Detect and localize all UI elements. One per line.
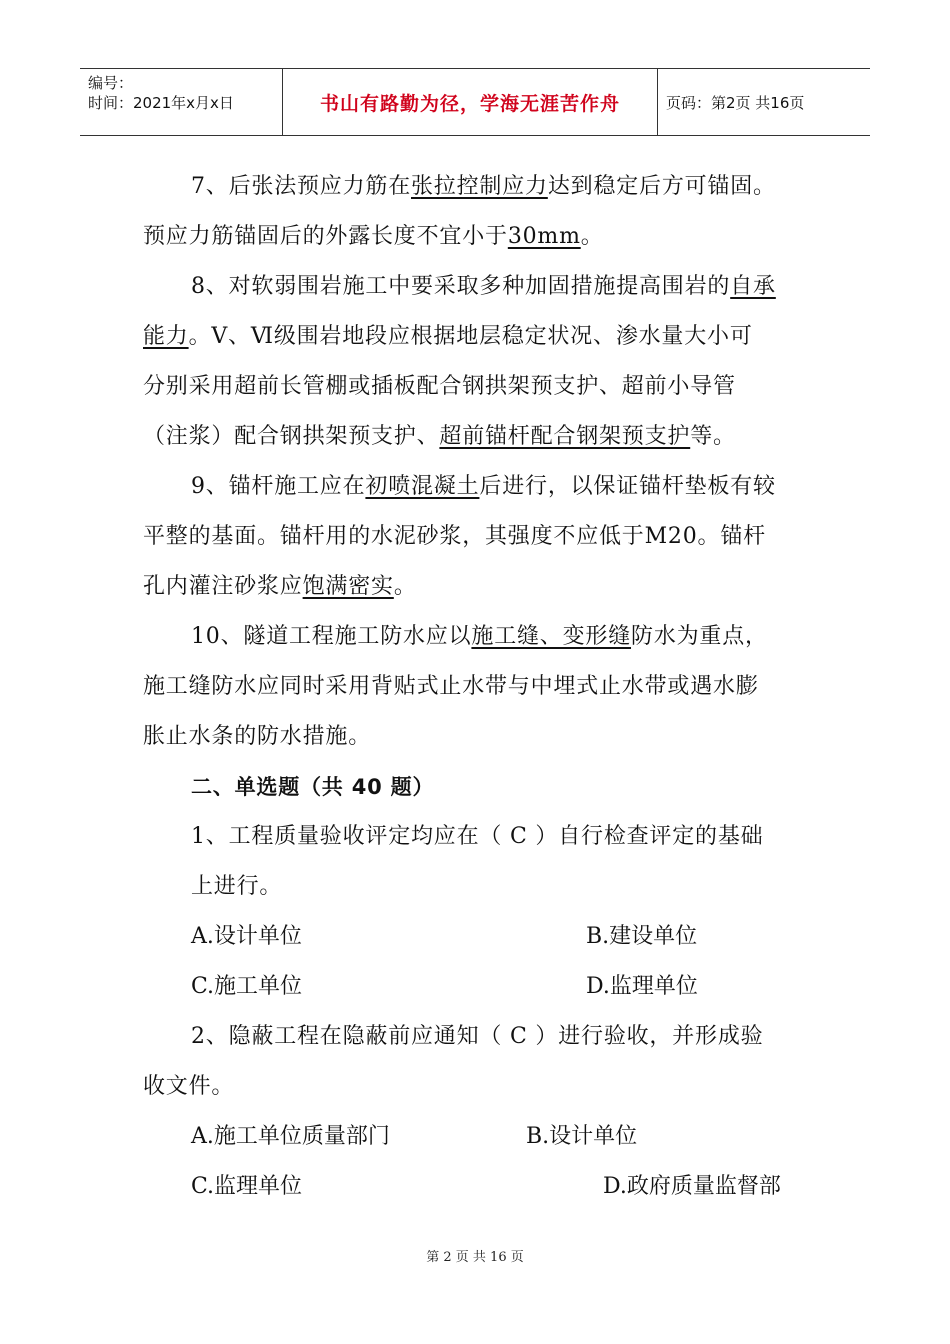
- s1-options-row-2: [143, 962, 811, 1012]
- s2-options-row-2: [143, 1162, 811, 1212]
- answer-blank: 饱满密实: [302, 574, 394, 599]
- q10-line-1: [143, 612, 811, 662]
- text: 达到稳定后方可锚固。: [547, 174, 776, 199]
- text: 8、对软弱围岩施工中要采取多种加固措施提高围岩的: [191, 274, 731, 299]
- q10-line-2: 施工缝防水应同时采用背贴式止水带与中埋式止水带或遇水膨: [143, 674, 759, 699]
- s1-option-d: D.监理单位: [586, 974, 698, 999]
- q9-line-2: 平整的基面。锚杆用的水泥砂浆，其强度不应低于M20。锚杆: [143, 524, 766, 549]
- text: 预应力筋锚固后的外露长度不宜小于: [143, 224, 508, 249]
- s1-option-b: B.建设单位: [586, 924, 698, 949]
- q7-line-1: [143, 162, 811, 212]
- s2-option-a: A.施工单位质量部门: [191, 1124, 390, 1149]
- s2-options-row-1: [143, 1112, 811, 1162]
- text: 孔内灌注砂浆应: [143, 574, 303, 599]
- q8-line-1: [143, 262, 811, 312]
- text: 10、隧道工程施工防水应以: [191, 624, 472, 649]
- text: 防水为重点，: [631, 624, 768, 649]
- q8-line-3: 分别采用超前长管棚或插板配合钢拱架预支护、超前小导管: [143, 374, 736, 399]
- s2-question-line-1: 2、隐蔽工程在隐蔽前应通知（ C ）进行验收，并形成验: [191, 1024, 764, 1049]
- answer-blank: 施工缝、变形缝: [471, 624, 632, 649]
- page-header: [80, 68, 870, 136]
- document-number: 编号：: [88, 74, 134, 92]
- document-date: 时间：2021年x月x日: [88, 94, 234, 112]
- page-footer: 第 2 页 共 16 页: [426, 1250, 524, 1265]
- text: 。Ⅴ、Ⅵ级围岩地段应根据地层稳定状况、渗水量大小可: [188, 324, 753, 349]
- s2-option-d: D.政府质量监督部: [603, 1174, 781, 1199]
- q10-line-3: 胀止水条的防水措施。: [143, 724, 372, 749]
- header-motto: 书山有路勤为径，学海无涯苦作舟: [283, 69, 658, 135]
- s1-option-c: C.施工单位: [191, 974, 303, 999]
- answer-blank: 超前锚杆配合钢架预支护: [439, 424, 691, 449]
- answer-blank: 初喷混凝土: [365, 474, 480, 499]
- text: （注浆）配合钢拱架预支护、: [143, 424, 440, 449]
- text: 。: [580, 224, 604, 249]
- header-page-number: 页码：第2页 共16页: [666, 93, 805, 112]
- s1-option-a: A.设计单位: [191, 924, 302, 949]
- document-body: [143, 162, 811, 1212]
- s1-question-line-1: 1、工程质量验收评定均应在（ C ）自行检查评定的基础: [191, 824, 764, 849]
- text: 。: [393, 574, 417, 599]
- q7-line-2: [143, 212, 811, 262]
- q8-line-4: [143, 412, 811, 462]
- s2-option-c: C.监理单位: [191, 1174, 303, 1199]
- answer-blank: 30mm: [507, 224, 581, 249]
- s2-question-line-2: 收文件。: [143, 1074, 235, 1099]
- s2-option-b: B.设计单位: [526, 1124, 638, 1149]
- text: 9、锚杆施工应在: [191, 474, 366, 499]
- answer-blank: 能力: [143, 324, 189, 349]
- answer-blank: 自承: [730, 274, 776, 299]
- s1-question-line-2: 上进行。: [191, 874, 283, 899]
- text: 后进行，以保证锚杆垫板有较: [479, 474, 776, 499]
- q8-line-2: [143, 312, 811, 362]
- header-meta: [80, 69, 283, 135]
- answer-blank: 张拉控制应力: [411, 174, 548, 199]
- text: 7、后张法预应力筋在: [191, 174, 411, 199]
- section-title: 二、单选题（共 40 题）: [191, 775, 435, 799]
- s1-options-row-1: [143, 912, 811, 962]
- text: 等。: [690, 424, 736, 449]
- q9-line-3: [143, 562, 811, 612]
- q9-line-1: [143, 462, 811, 512]
